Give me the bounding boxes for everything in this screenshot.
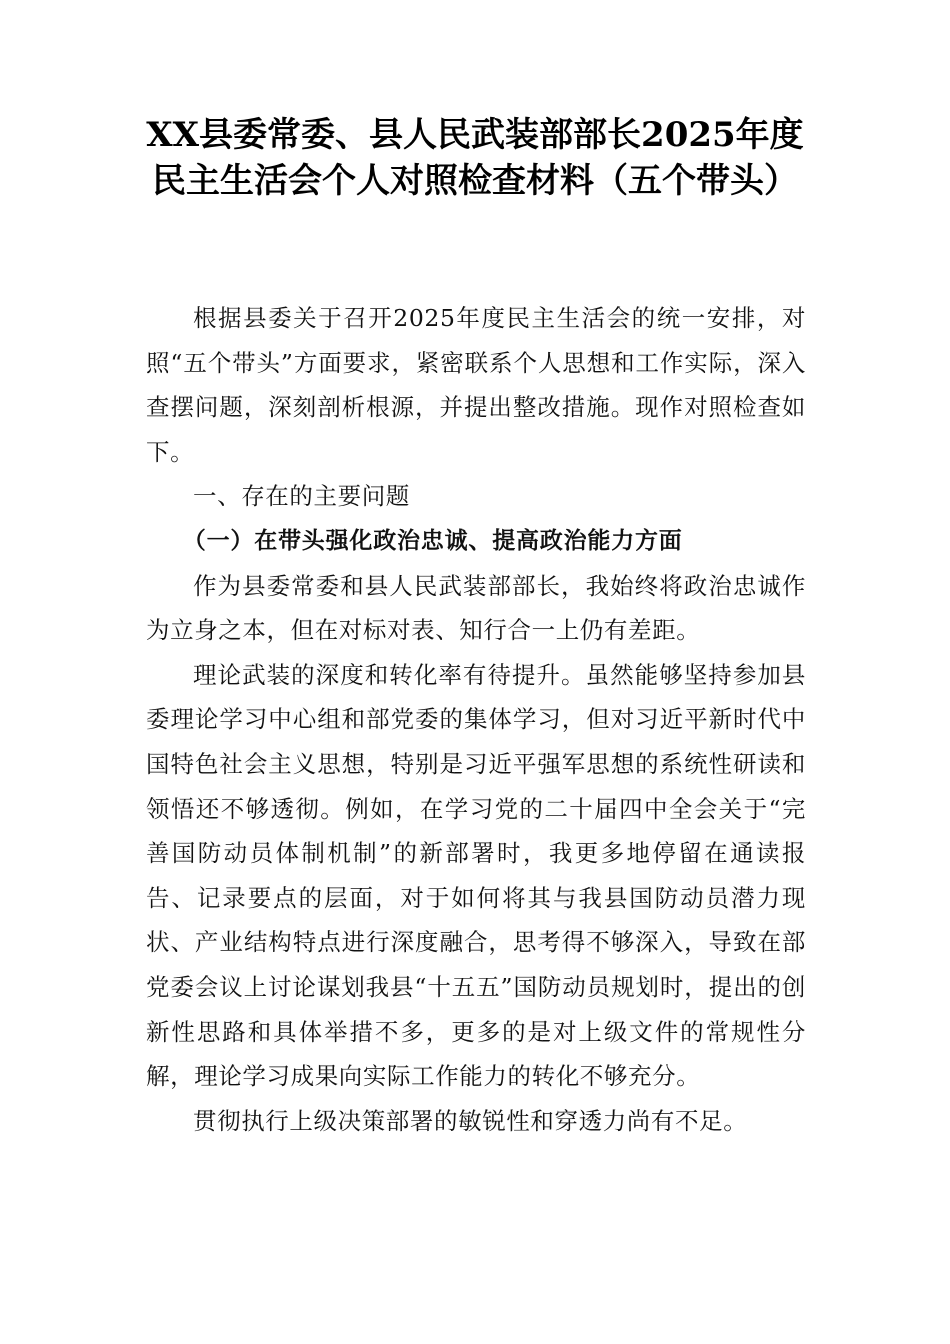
intro-paragraph: 根据县委关于召开2025年度民主生活会的统一安排，对照“五个带头”方面要求，紧密联系个人思想和工作实际，深入查摆问题，深刻剖析根源，并提出整改措施。现作对照检查如下。 — [146, 304, 806, 466]
document-body — [146, 296, 806, 1143]
document-title: XX县委常委、县人民武装部部长2025年度民主生活会个人对照检查材料（五个带头） — [146, 115, 804, 201]
subsection-heading-political-loyalty: （一）在带头强化政治忠诚、提高政治能力方面 — [182, 526, 683, 554]
section-heading-problems: 一、存在的主要问题 — [193, 482, 410, 511]
body-paragraph-2: 理论武装的深度和转化率有待提升。虽然能够坚持参加县委理论学习中心组和部党委的集体学习，但对习近平新时代中国特色社会主义思想，特别是习近平强军思想的系统性研读和领悟还不够透彻。例如，在学习党的二十届四中全会关于“完善国防动员体制机制”的新部署时，我更多地停留在通读报告、记录要点的层面，对于如何将其与我县国防动员潜力现状、产业结构特点进行深度融合，思考得不够深入，导致在部党委会议上讨论谋划我县“十五五”国防动员规划时，提出的创新性思路和具体举措不多，更多的是对上级文件的常规性分解，理论学习成果向实际工作能力的转化不够充分。 — [146, 660, 806, 1091]
body-paragraph-3: 贯彻执行上级决策部署的敏锐性和穿透力尚有不足。 — [193, 1106, 748, 1135]
body-paragraph-1: 作为县委常委和县人民武装部部长，我始终将政治忠诚作为立身之本，但在对标对表、知行合一上仍有差距。 — [146, 571, 806, 645]
